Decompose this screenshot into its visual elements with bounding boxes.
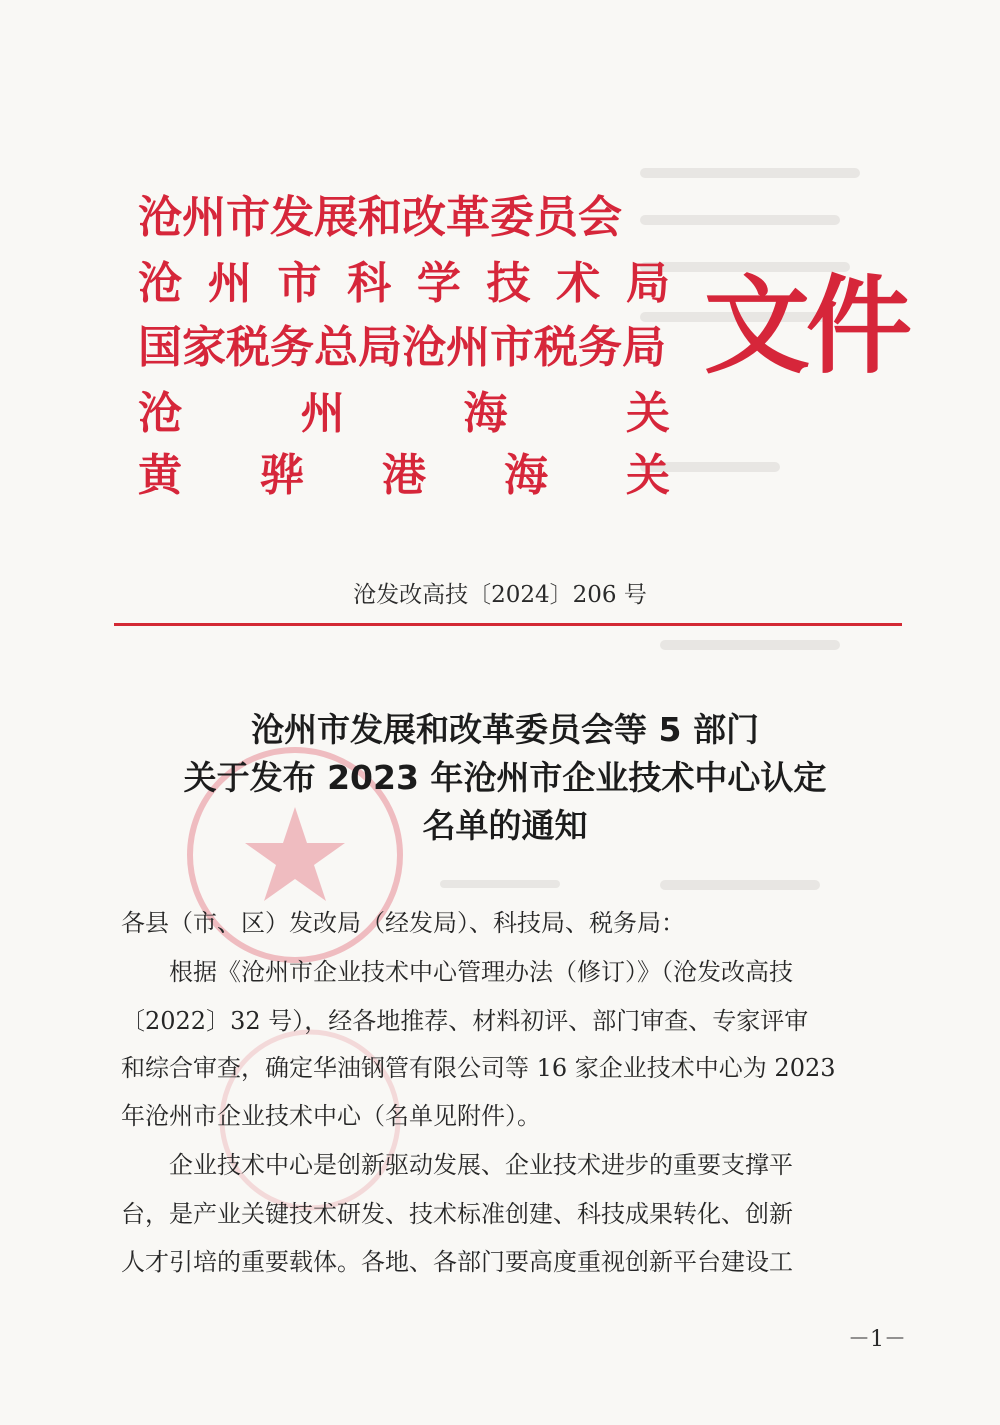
paragraph-1-line-4: 年沧州市企业技术中心（名单见附件）。 [121,1102,541,1130]
paragraph-2-line-1: 企业技术中心是创新驱动发展、企业技术进步的重要支撑平 [121,1151,793,1179]
issuer-cangzhou-customs: 沧 州 海 关 [138,388,670,439]
paragraph-2-line-2: 台，是产业关键技术研发、技术标准创建、科技成果转化、创新 [121,1200,793,1228]
paragraph-1-line-1: 根据《沧州市企业技术中心管理办法（修订）》（沧发改高技 [121,958,793,986]
salutation: 各县（市、区）发改局（经发局）、科技局、税务局： [121,909,685,937]
document-mark: 文件 [704,263,908,388]
red-divider [114,623,902,626]
issuer-ndrc: 沧州市发展和改革委员会 [138,192,622,243]
title-line-2: 关于发布 2023 年沧州市企业技术中心认定 [183,758,827,797]
issuer-huanghua-customs: 黄 骅 港 海 关 [138,450,670,501]
title-line-1: 沧州市发展和改革委员会等 5 部门 [251,710,759,749]
title-line-3: 名单的通知 [422,806,588,845]
paragraph-1-line-2: 〔2022〕32 号），经各地推荐、材料初评、部门审查、专家评审 [121,1007,809,1035]
document-number: 沧发改高技〔2024〕206 号 [353,582,647,608]
page-number: －1－ [848,1327,906,1352]
issuer-science-bureau: 沧 州 市 科 学 技 术 局 [138,258,670,309]
paragraph-1-line-3: 和综合审查，确定华油钢管有限公司等 16 家企业技术中心为 2023 [121,1054,836,1082]
paragraph-2-line-3: 人才引培的重要载体。各地、各部门要高度重视创新平台建设工 [121,1248,793,1276]
issuer-tax-bureau: 国家税务总局沧州市税务局 [138,322,666,373]
